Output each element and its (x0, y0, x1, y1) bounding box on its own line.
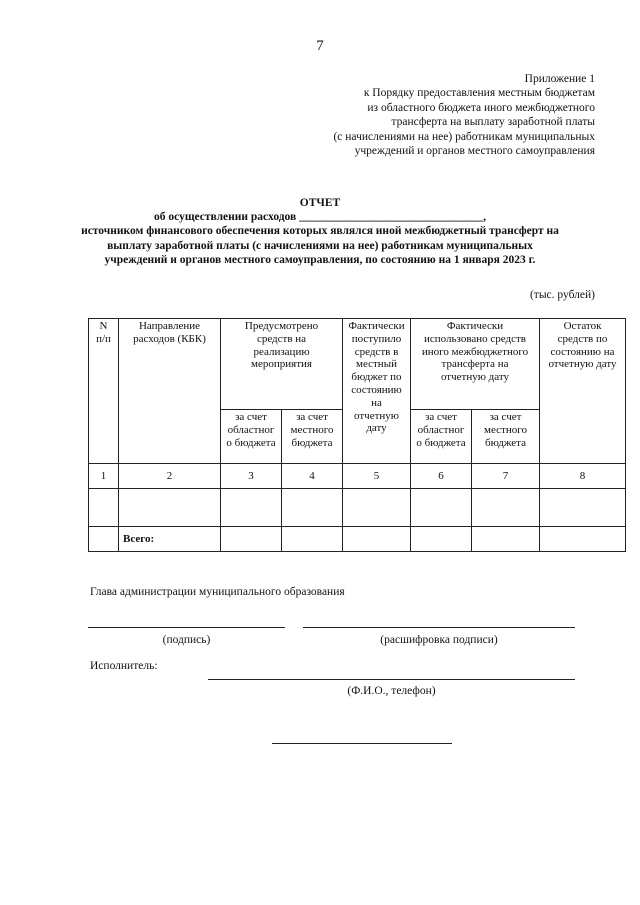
data-cell[interactable] (89, 489, 119, 527)
data-cell[interactable] (119, 489, 221, 527)
executor-label: Исполнитель: (90, 660, 158, 672)
data-cell[interactable] (411, 489, 472, 527)
table-row (89, 489, 626, 527)
data-cell[interactable] (282, 489, 343, 527)
column-number-cell: 8 (540, 464, 626, 489)
report-heading: ОТЧЕТ (299, 197, 341, 209)
page-number: 7 (316, 38, 324, 54)
appendix-line: (с начислениями на нее) работникам муниципальных (333, 130, 595, 143)
column-number-cell: 5 (343, 464, 411, 489)
header-cell-used-regional: за счет областног о бюджета (411, 410, 472, 464)
data-cell[interactable] (472, 489, 540, 527)
appendix-line: учреждений и органов местного самоуправления (354, 145, 595, 158)
data-cell[interactable] (540, 489, 626, 527)
header-cell-used-local: за счет местного бюджета (472, 410, 540, 464)
appendix-line: трансферта на выплату заработной платы (391, 116, 595, 129)
total-cell[interactable] (343, 527, 411, 552)
header-cell-received: Фактически поступило средств в местный бюджет по состоянию на отчетную дату (343, 319, 411, 464)
appendix-line: Приложение 1 (524, 73, 595, 85)
title-line: выплату заработной платы (с начислениями на нее) работникам муниципальных (107, 239, 533, 252)
signature-line[interactable] (88, 627, 285, 628)
executor-line[interactable] (208, 679, 575, 680)
total-row (89, 527, 626, 552)
contact-caption: (Ф.И.О., телефон) (347, 685, 436, 697)
header-cell-planned: Предусмотрено средств на реализацию мероприятия (221, 319, 343, 410)
appendix-line: к Порядку предоставления местным бюджетам (363, 87, 595, 100)
data-cell[interactable] (221, 489, 282, 527)
units-note: (тыс. рублей) (529, 289, 595, 301)
column-number-cell: 4 (282, 464, 343, 489)
head-label: Глава администрации муниципального образования (90, 586, 345, 598)
signature-caption: (подпись) (162, 634, 211, 646)
bottom-divider (272, 743, 452, 744)
total-cell[interactable] (221, 527, 282, 552)
total-cell[interactable] (411, 527, 472, 552)
data-cell[interactable] (343, 489, 411, 527)
title-line: источником финансового обеспечения которых являлся иной межбюджетный трансферт на (81, 225, 559, 238)
column-number-cell: 3 (221, 464, 282, 489)
decipher-caption: (расшифровка подписи) (380, 634, 498, 646)
title-line: учреждений и органов местного самоуправления, по состоянию на 1 января 2023 г. (104, 253, 536, 266)
total-cell[interactable] (282, 527, 343, 552)
total-label: Всего: (119, 527, 221, 552)
header-cell-used: Фактически использовано средств иного межбюджетного трансферта на отчетную дату (411, 319, 540, 410)
header-cell-direction: Направление расходов (КБК) (119, 319, 221, 464)
column-number-cell: 1 (89, 464, 119, 489)
column-number-cell: 2 (119, 464, 221, 489)
appendix-note (333, 72, 595, 158)
report-table (88, 318, 626, 552)
header-cell-planned-regional: за счет областног о бюджета (221, 410, 282, 464)
decipher-line[interactable] (303, 627, 575, 628)
total-number-cell (89, 527, 119, 552)
header-cell-remainder: Остаток средств по состоянию на отчетную дату (540, 319, 626, 464)
header-cell-number: N п/п (89, 319, 119, 464)
column-number-cell: 7 (472, 464, 540, 489)
column-number-cell: 6 (411, 464, 472, 489)
header-cell-planned-local: за счет местного бюджета (282, 410, 343, 464)
total-cell[interactable] (540, 527, 626, 552)
title-line: об осуществлении расходов ________________________________, (154, 211, 486, 224)
appendix-line: из областного бюджета иного межбюджетного (367, 101, 595, 114)
total-cell[interactable] (472, 527, 540, 552)
report-title (40, 196, 600, 267)
